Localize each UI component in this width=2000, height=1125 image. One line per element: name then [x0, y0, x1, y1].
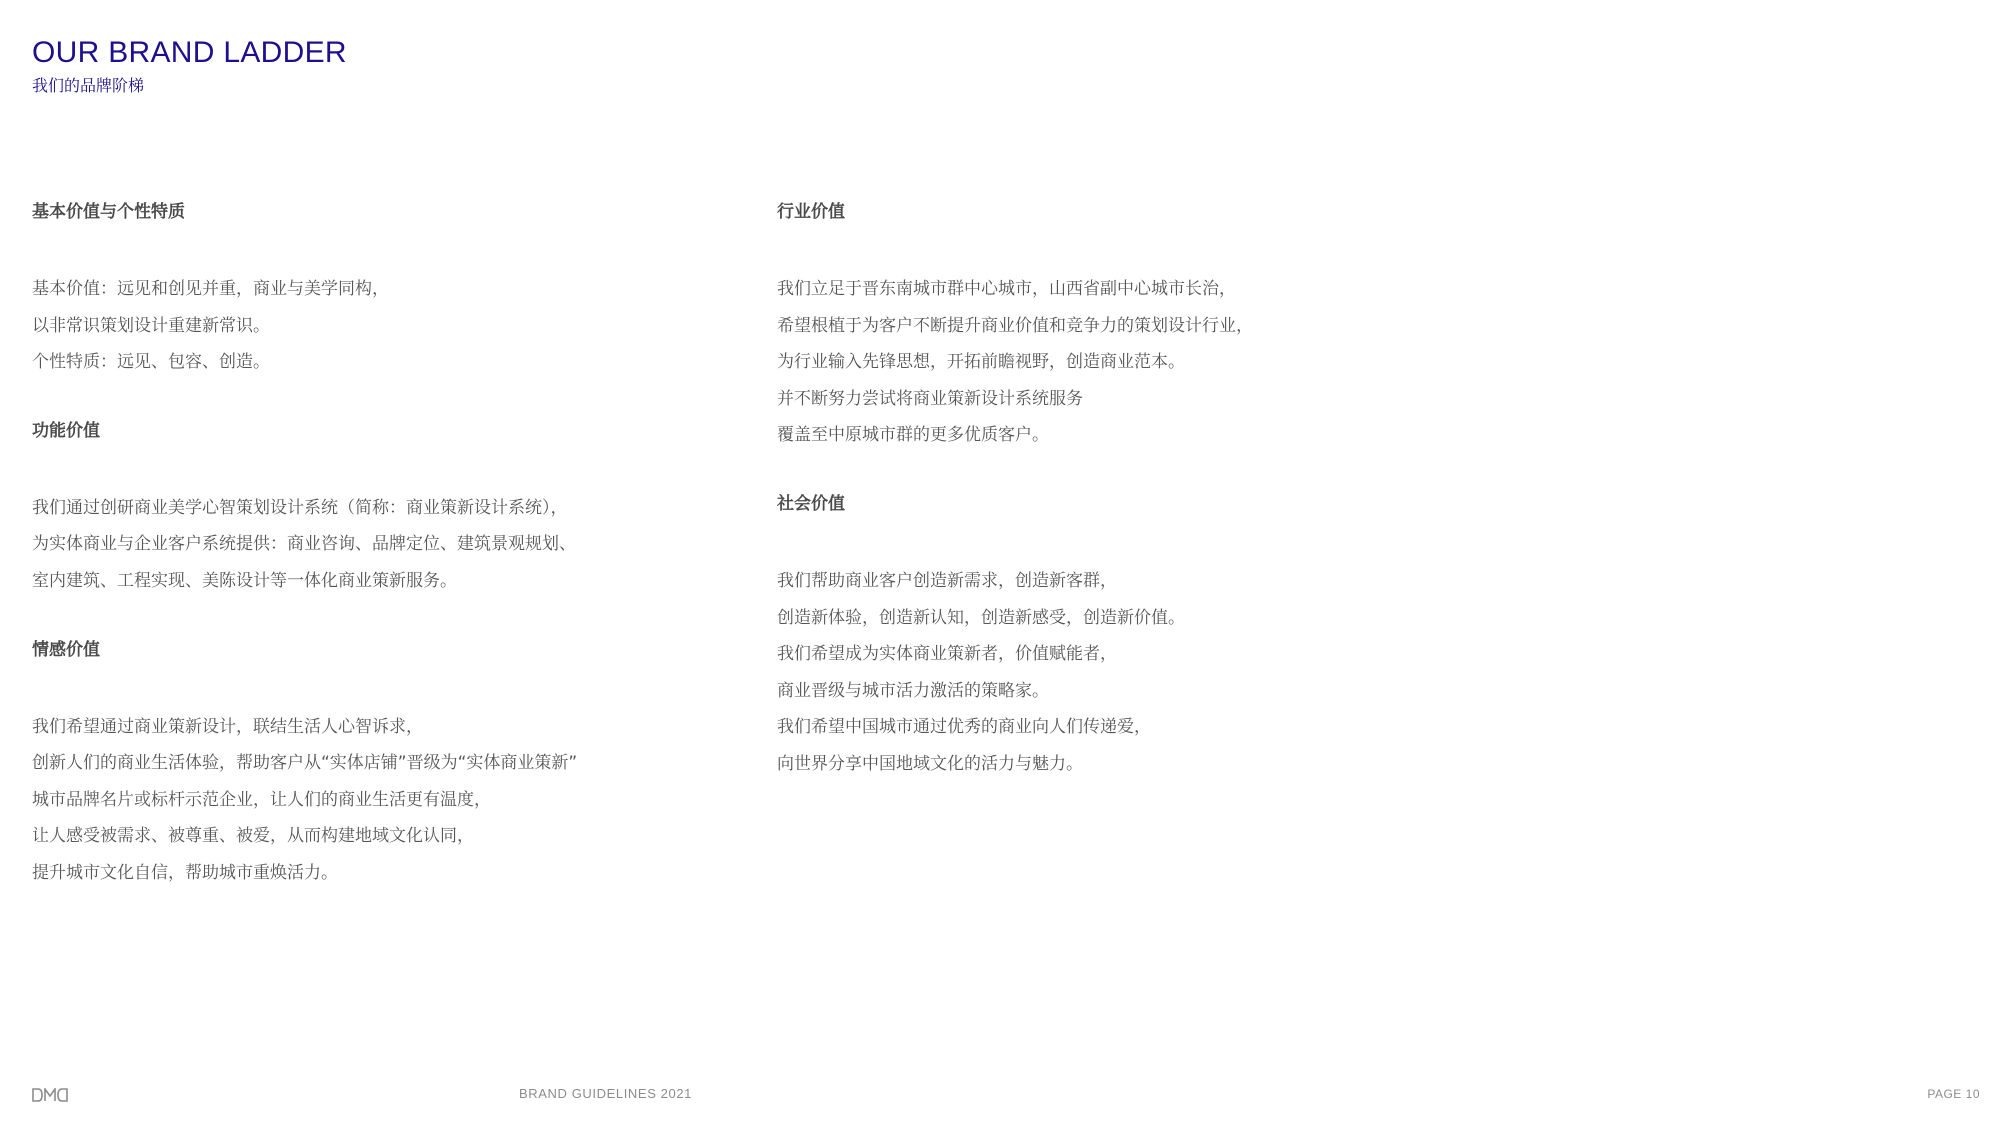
- section-social-value: [777, 490, 1477, 783]
- section-emotional-value: [32, 636, 732, 892]
- section-industry-value: [777, 198, 1477, 454]
- section-functional-value: [32, 417, 732, 600]
- section-line: 我们帮助商业客户创造新需求，创造新客群，: [777, 570, 1117, 591]
- section-line: 我们希望成为实体商业策新者，价值赋能者，: [777, 644, 1117, 665]
- page-header: [32, 36, 347, 96]
- section-heading: 功能价值: [32, 420, 100, 441]
- section-heading: 社会价值: [777, 493, 845, 514]
- section-line: 创新人们的商业生活体验，帮助客户从“实体店铺”晋级为“实体商业策新”: [32, 753, 578, 774]
- section-line: 个性特质：远见、包容、创造。: [32, 352, 270, 373]
- footer-brand-guidelines: BRAND GUIDELINES 2021: [519, 1086, 692, 1101]
- left-column: [32, 198, 732, 892]
- section-basic-value: [32, 198, 732, 381]
- section-line: 室内建筑、工程实现、美陈设计等一体化商业策新服务。: [32, 570, 457, 591]
- section-line: 为实体商业与企业客户系统提供：商业咨询、品牌定位、建筑景观规划、: [32, 534, 576, 555]
- dmd-logo-icon: [32, 1088, 68, 1102]
- section-line: 希望根植于为客户不断提升商业价值和竞争力的策划设计行业，: [777, 315, 1253, 336]
- section-line: 城市品牌名片或标杆示范企业，让人们的商业生活更有温度，: [32, 789, 491, 810]
- section-line: 基本价值：远见和创见并重，商业与美学同构，: [32, 279, 389, 299]
- page-subtitle: 我们的品牌阶梯: [32, 76, 145, 95]
- section-line: 我们立足于晋东南城市群中心城市，山西省副中心城市长治，: [777, 279, 1236, 299]
- page-footer: [0, 1084, 2000, 1108]
- section-line: 让人感受被需求、被尊重、被爱，从而构建地域文化认同，: [32, 826, 474, 847]
- section-line: 商业晋级与城市活力激活的策略家。: [777, 680, 1049, 701]
- section-heading: 行业价值: [777, 202, 845, 222]
- section-heading: 情感价值: [32, 639, 100, 660]
- section-line: 我们希望中国城市通过优秀的商业向人们传递爱，: [777, 717, 1151, 738]
- footer-page-number: PAGE 10: [1927, 1087, 1980, 1101]
- section-line: 我们通过创研商业美学心智策划设计系统（简称：商业策新设计系统），: [32, 497, 568, 518]
- section-line: 覆盖至中原城市群的更多优质客户。: [777, 425, 1049, 446]
- section-line: 提升城市文化自信，帮助城市重焕活力。: [32, 862, 338, 883]
- section-heading: 基本价值与个性特质: [32, 202, 185, 222]
- section-line: 为行业输入先锋思想，开拓前瞻视野，创造商业范本。: [777, 352, 1185, 373]
- section-line: 向世界分享中国地域文化的活力与魅力。: [777, 753, 1083, 774]
- right-column: [777, 198, 1477, 783]
- section-line: 以非常识策划设计重建新常识。: [32, 315, 270, 336]
- section-line: 创造新体验，创造新认知，创造新感受，创造新价值。: [777, 607, 1185, 628]
- page-title: OUR BRAND LADDER: [32, 36, 347, 69]
- section-line: 我们希望通过商业策新设计，联结生活人心智诉求，: [32, 716, 423, 737]
- section-line: 并不断努力尝试将商业策新设计系统服务: [777, 388, 1083, 409]
